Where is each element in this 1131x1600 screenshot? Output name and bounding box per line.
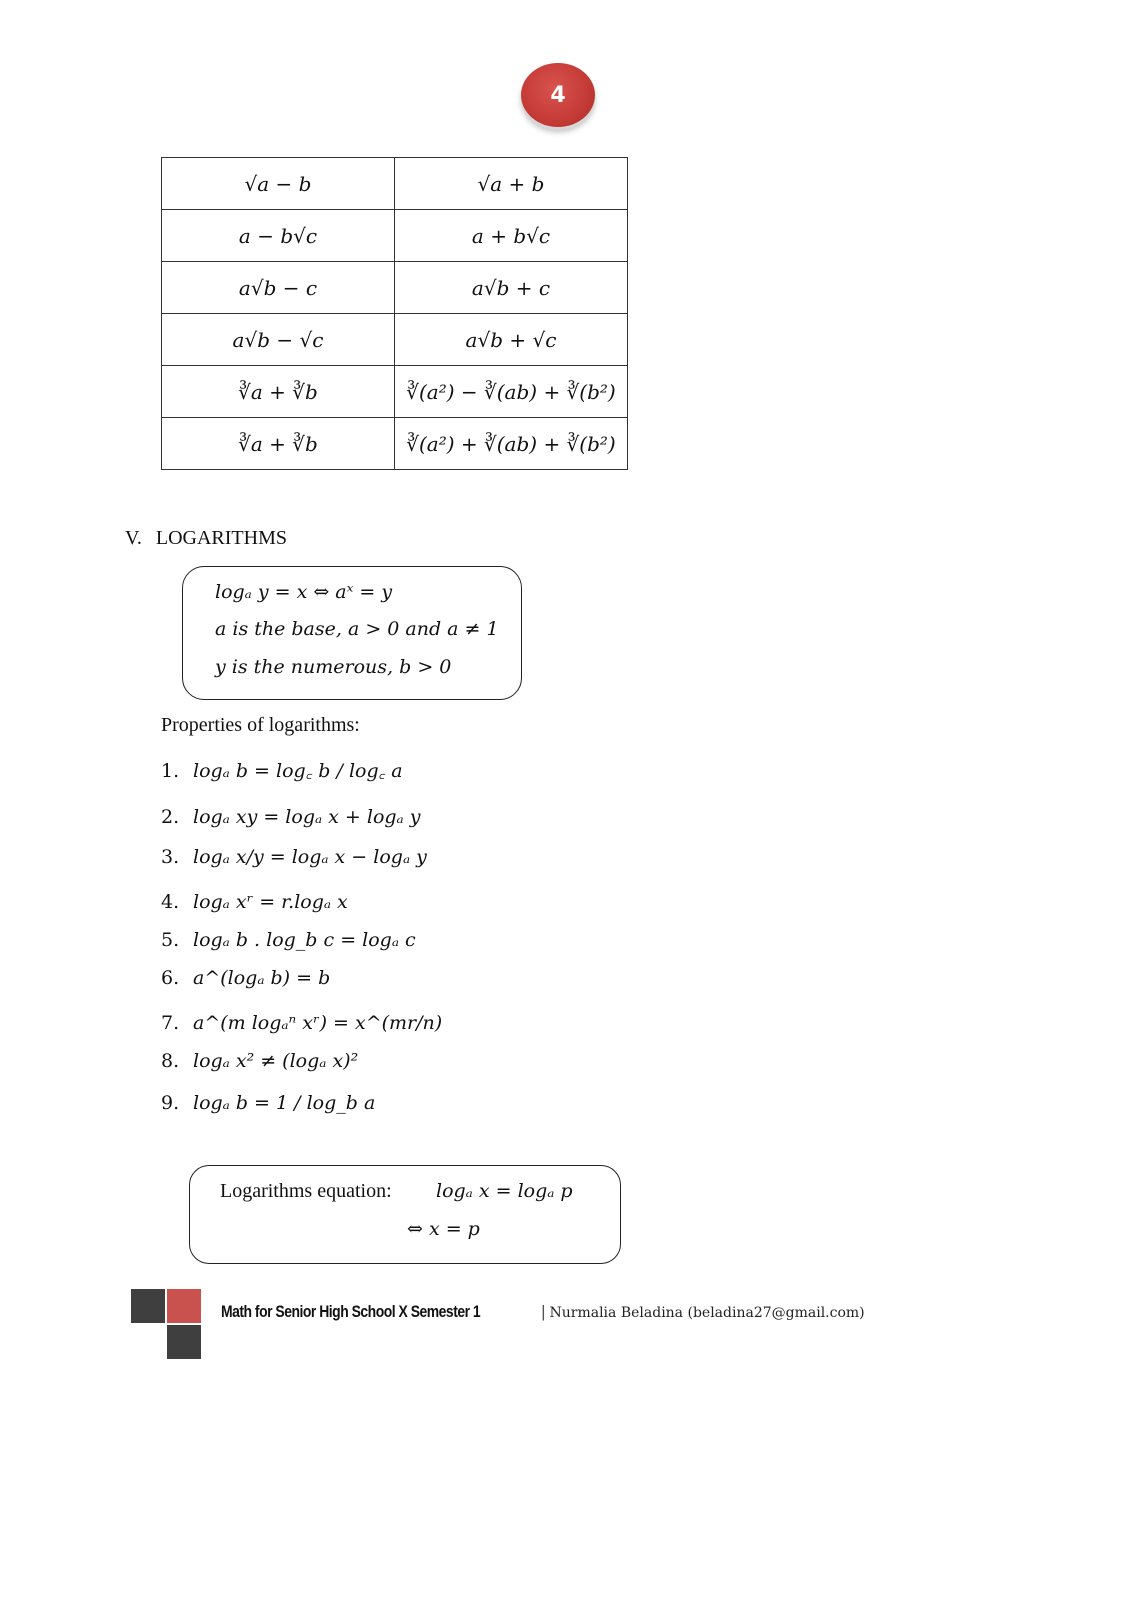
definition-line: a is the base, a > 0 and a ≠ 1 — [215, 618, 499, 640]
list-item — [161, 846, 427, 868]
equation-label: Logarithms equation: — [220, 1180, 392, 1202]
list-item-number: 6. — [161, 967, 180, 989]
list-item-formula: logₐ b = 1 / log_b a — [193, 1092, 376, 1114]
table-row — [162, 314, 628, 366]
equation-line: logₐ x = logₐ p — [436, 1180, 573, 1202]
list-item-formula: a^(m logₐⁿ xʳ) = x^(mr/n) — [193, 1012, 443, 1034]
footer-separator: | — [541, 1302, 546, 1321]
table-cell: ∛(a²) + ∛(ab) + ∛(b²) — [395, 418, 628, 470]
table-cell: ∛(a²) − ∛(ab) + ∛(b²) — [395, 366, 628, 418]
list-item-formula: logₐ x/y = logₐ x − logₐ y — [193, 846, 427, 868]
table-cell: a − b√c — [162, 210, 395, 262]
table-cell: √a − b — [162, 158, 395, 210]
table-cell: a√b − √c — [162, 314, 395, 366]
list-item-formula: logₐ xy = logₐ x + logₐ y — [193, 806, 421, 828]
table-row — [162, 158, 628, 210]
list-item — [161, 1012, 442, 1034]
section-title: LOGARITHMS — [155, 527, 287, 549]
list-item-number: 7. — [161, 1012, 180, 1034]
logo-square — [131, 1289, 165, 1323]
table-row — [162, 262, 628, 314]
footer-author: Nurmalia Beladina (beladina27@gmail.com) — [549, 1305, 865, 1321]
list-item-number: 3. — [161, 846, 180, 868]
table-cell: a√b + √c — [395, 314, 628, 366]
logo-square — [167, 1325, 201, 1359]
logo-square — [167, 1289, 201, 1323]
table-cell: √a + b — [395, 158, 628, 210]
list-item-formula: logₐ xʳ = r.logₐ x — [193, 891, 348, 913]
table-cell: ∛a + ∛b — [162, 366, 395, 418]
table-row — [162, 366, 628, 418]
list-item-number: 8. — [161, 1050, 180, 1072]
page-number-badge: 4 — [521, 63, 595, 127]
list-item-number: 9. — [161, 1092, 180, 1114]
list-item-formula: logₐ x² ≠ (logₐ x)² — [193, 1050, 359, 1072]
conjugate-table — [161, 157, 628, 470]
list-item — [161, 967, 330, 989]
list-item-formula: logₐ b = log꜀ b / log꜀ a — [193, 760, 403, 782]
section-number: V. — [125, 527, 142, 549]
list-item — [161, 1092, 375, 1114]
table-cell: ∛a + ∛b — [162, 418, 395, 470]
section-heading — [125, 527, 287, 550]
list-item — [161, 929, 416, 951]
list-item-number: 5. — [161, 929, 180, 951]
table-cell: a + b√c — [395, 210, 628, 262]
list-item — [161, 891, 348, 913]
list-item-formula: logₐ b . log_b c = logₐ c — [193, 929, 416, 951]
footer — [221, 1302, 865, 1322]
properties-title: Properties of logarithms: — [161, 714, 360, 736]
list-item — [161, 757, 403, 783]
list-item — [161, 1050, 358, 1072]
equation-line: ⇔ x = p — [407, 1218, 480, 1240]
table-cell: a√b − c — [162, 262, 395, 314]
definition-box — [182, 566, 522, 700]
footer-book-title: Math for Senior High School X Semester 1 — [221, 1302, 481, 1321]
equation-box — [189, 1165, 621, 1264]
list-item-number: 4. — [161, 891, 180, 913]
list-item-number: 2. — [161, 806, 180, 828]
list-item-number: 1. — [161, 760, 180, 782]
table-row — [162, 210, 628, 262]
list-item — [161, 806, 420, 828]
list-item-formula: a^(logₐ b) = b — [193, 967, 331, 989]
table-cell: a√b + c — [395, 262, 628, 314]
table-row — [162, 418, 628, 470]
definition-line: logₐ y = x ⇔ aˣ = y — [215, 581, 393, 603]
definition-line: y is the numerous, b > 0 — [215, 656, 452, 678]
